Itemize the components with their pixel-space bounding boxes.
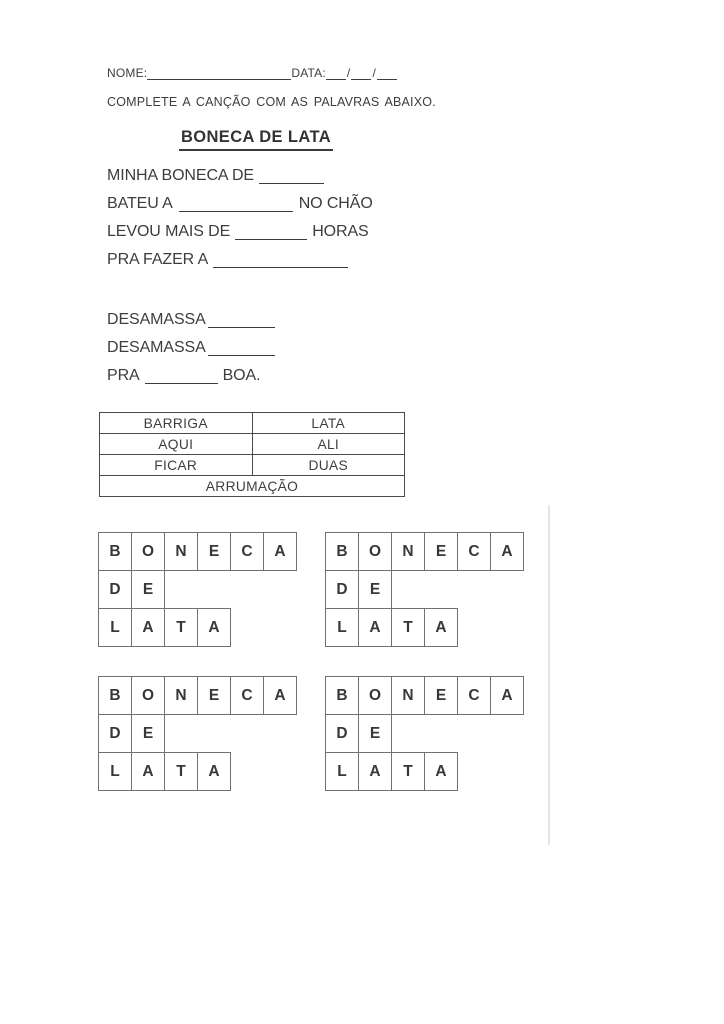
name-date-line: [107, 66, 397, 80]
letter-grid-row: [325, 676, 524, 715]
song-line: [107, 362, 275, 390]
word-bank-cell: BARRIGA: [100, 413, 253, 434]
name-field-label: NOME:: [107, 66, 148, 80]
word-bank-row: [100, 455, 405, 476]
letter-cell: A: [263, 532, 297, 571]
letter-grid-row: [325, 532, 524, 571]
letter-cell: T: [164, 608, 198, 647]
letter-cell: N: [391, 532, 425, 571]
letter-cell: O: [358, 532, 392, 571]
letter-cell: A: [424, 608, 458, 647]
word-bank-row: [100, 434, 405, 455]
word-bank-row: [100, 476, 405, 497]
letter-cell: A: [358, 752, 392, 791]
letter-grid: [325, 676, 524, 791]
date-month-blank-field: [351, 67, 371, 80]
letter-cell: A: [490, 532, 524, 571]
instruction-text: COMPLETE A CANÇÃO COM AS PALAVRAS ABAIXO.: [107, 95, 436, 109]
song-line: [107, 306, 275, 334]
letter-cell: B: [325, 676, 359, 715]
letter-grid-row: [98, 714, 297, 753]
word-bank-cell: FICAR: [100, 455, 253, 476]
letter-grid: [325, 532, 524, 647]
letter-cell: E: [131, 714, 165, 753]
blank-field: [259, 169, 324, 184]
song-line-text: DESAMASSA: [107, 339, 206, 356]
letter-grid-row: [325, 608, 524, 647]
song-line: [107, 218, 373, 246]
letter-cell: N: [164, 532, 198, 571]
letter-cell: E: [358, 714, 392, 753]
song-line-text: LEVOU MAIS DE: [107, 223, 231, 240]
letter-grid-row: [98, 752, 297, 791]
song-line: [107, 162, 373, 190]
letter-cell: T: [164, 752, 198, 791]
song-line-text: NO CHÃO: [298, 195, 373, 212]
letter-cell: O: [131, 532, 165, 571]
song-verse-2: [107, 306, 275, 390]
letter-cell: C: [230, 532, 264, 571]
letter-cell: C: [230, 676, 264, 715]
letter-cell: D: [325, 714, 359, 753]
blank-field: [213, 253, 348, 268]
letter-cell: D: [325, 570, 359, 609]
blank-field: [235, 225, 307, 240]
letter-grid-row: [98, 608, 297, 647]
song-line-text: DESAMASSA: [107, 311, 206, 328]
letter-grid-row: [98, 532, 297, 571]
date-slash: /: [346, 66, 351, 80]
worksheet-title: BONECA DE LATA: [179, 128, 333, 151]
word-bank-footer-cell: ARRUMAÇÃO: [100, 476, 405, 497]
letter-cell: L: [325, 752, 359, 791]
letter-cell: E: [424, 676, 458, 715]
date-field-label: DATA:: [291, 66, 326, 80]
date-day-blank-field: [326, 67, 346, 80]
blank-field: [145, 369, 218, 384]
letter-cell: C: [457, 532, 491, 571]
date-year-blank-field: [377, 67, 397, 80]
letter-grid: [98, 676, 297, 791]
word-bank-row: [100, 413, 405, 434]
letter-cell: D: [98, 570, 132, 609]
letter-cell: A: [490, 676, 524, 715]
letter-cell: E: [358, 570, 392, 609]
song-line-text: MINHA BONECA DE: [107, 167, 254, 184]
letter-cell: T: [391, 752, 425, 791]
letter-cell: E: [197, 532, 231, 571]
letter-cell: L: [98, 752, 132, 791]
word-bank-cell: ALI: [252, 434, 405, 455]
blank-field: [179, 197, 293, 212]
word-bank-cell: AQUI: [100, 434, 253, 455]
letter-cell: N: [391, 676, 425, 715]
letter-cell: O: [131, 676, 165, 715]
song-line-text: BOA.: [222, 367, 261, 384]
letter-grid-row: [325, 714, 524, 753]
letter-cell: E: [131, 570, 165, 609]
letter-cell: A: [197, 608, 231, 647]
letter-cell: T: [391, 608, 425, 647]
song-line: [107, 190, 373, 218]
letter-cell: C: [457, 676, 491, 715]
letter-cell: L: [98, 608, 132, 647]
song-line: [107, 246, 373, 274]
letter-grid-row: [325, 752, 524, 791]
letter-cell: A: [131, 752, 165, 791]
word-bank-cell: LATA: [252, 413, 405, 434]
letter-cell: L: [325, 608, 359, 647]
song-line-text: HORAS: [312, 223, 369, 240]
letter-cell: A: [263, 676, 297, 715]
letter-grid-row: [98, 676, 297, 715]
word-bank-cell: DUAS: [252, 455, 405, 476]
letter-cell: B: [98, 532, 132, 571]
letter-cell: A: [424, 752, 458, 791]
letter-grid-row: [98, 570, 297, 609]
song-line-text: PRA FAZER A: [107, 251, 209, 268]
letter-cell: A: [197, 752, 231, 791]
word-bank-table: [99, 412, 405, 497]
column-divider-line: [548, 505, 550, 845]
letter-grid-row: [325, 570, 524, 609]
letter-cell: D: [98, 714, 132, 753]
date-slash: /: [372, 66, 376, 80]
letter-cell: B: [98, 676, 132, 715]
title-wrap: [107, 128, 405, 151]
letter-cell: O: [358, 676, 392, 715]
song-line-text: PRA: [107, 367, 140, 384]
letter-cell: A: [131, 608, 165, 647]
blank-field: [208, 313, 275, 328]
letter-cell: E: [197, 676, 231, 715]
song-line-text: BATEU A: [107, 195, 173, 212]
letter-cell: E: [424, 532, 458, 571]
letter-grid: [98, 532, 297, 647]
letter-cell: B: [325, 532, 359, 571]
blank-field: [208, 341, 275, 356]
letter-cell: N: [164, 676, 198, 715]
song-verse-1: [107, 162, 373, 274]
name-blank-field: [147, 67, 291, 80]
song-line: [107, 334, 275, 362]
letter-cell: A: [358, 608, 392, 647]
